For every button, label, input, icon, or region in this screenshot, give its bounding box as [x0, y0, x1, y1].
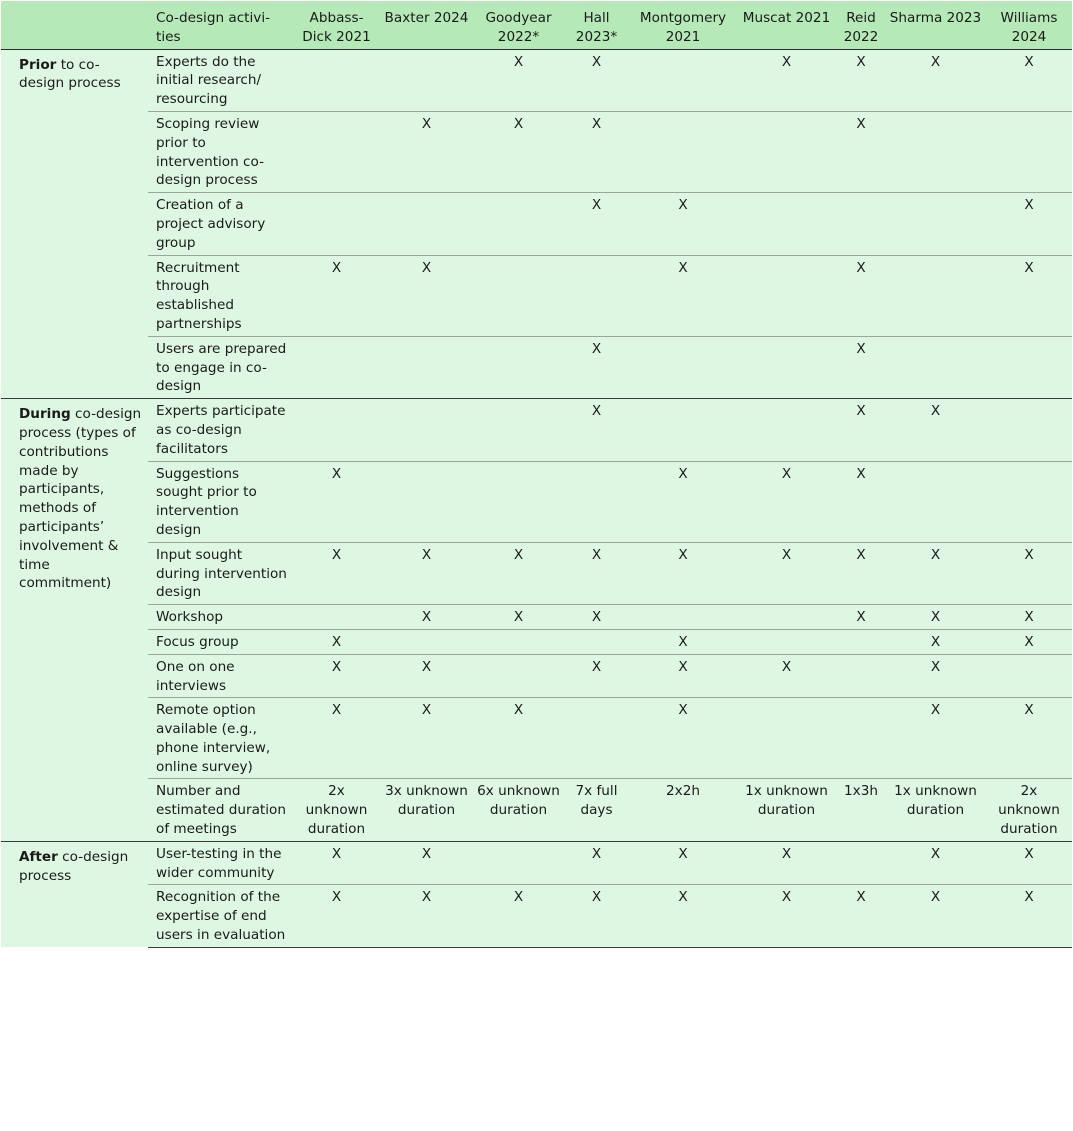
mark-cell: X: [736, 654, 837, 698]
group-label-bold: During: [19, 406, 71, 423]
mark-cell: [474, 461, 563, 542]
mark-cell: X: [837, 255, 885, 336]
header-study: Baxter 2024: [379, 1, 474, 49]
header-study: Abbass-Dick 2021: [294, 1, 379, 49]
mark-cell: X: [474, 111, 563, 192]
activity-cell: Recruitment through established partnerships: [148, 255, 294, 336]
mark-cell: 3x unknown duration: [379, 779, 474, 841]
header-study: Muscat 2021: [736, 1, 837, 49]
mark-cell: [294, 605, 379, 630]
mark-cell: [474, 841, 563, 885]
mark-cell: [379, 193, 474, 255]
mark-cell: 1x unknown duration: [885, 779, 986, 841]
mark-cell: X: [379, 841, 474, 885]
mark-cell: [474, 629, 563, 654]
mark-cell: X: [986, 255, 1072, 336]
mark-cell: [630, 111, 736, 192]
mark-cell: [736, 605, 837, 630]
mark-cell: X: [294, 461, 379, 542]
activity-cell: Suggestions sought prior to intervention design: [148, 461, 294, 542]
mark-cell: [474, 193, 563, 255]
mark-cell: [379, 336, 474, 398]
mark-cell: X: [294, 255, 379, 336]
mark-cell: X: [563, 542, 630, 604]
mark-cell: [630, 605, 736, 630]
activity-cell: Users are prepared to engage in co-design: [148, 336, 294, 398]
activity-cell: Number and estimated duration of meetings: [148, 779, 294, 841]
mark-cell: [837, 654, 885, 698]
mark-cell: [474, 255, 563, 336]
table-row: [1, 542, 1072, 604]
mark-cell: [736, 336, 837, 398]
table-row: [1, 336, 1072, 398]
mark-cell: X: [630, 461, 736, 542]
mark-cell: [837, 698, 885, 779]
mark-cell: [630, 49, 736, 111]
mark-cell: 7x full days: [563, 779, 630, 841]
mark-cell: X: [563, 193, 630, 255]
table-row: [1, 629, 1072, 654]
mark-cell: X: [563, 49, 630, 111]
mark-cell: X: [837, 336, 885, 398]
mark-cell: X: [379, 698, 474, 779]
mark-cell: X: [379, 542, 474, 604]
mark-cell: [885, 111, 986, 192]
mark-cell: [885, 193, 986, 255]
mark-cell: X: [294, 654, 379, 698]
mark-cell: [837, 193, 885, 255]
mark-cell: X: [837, 399, 885, 461]
activity-cell: Focus group: [148, 629, 294, 654]
mark-cell: X: [294, 542, 379, 604]
mark-cell: X: [885, 698, 986, 779]
mark-cell: [474, 336, 563, 398]
table-body: [1, 49, 1072, 947]
mark-cell: 1x unknown duration: [736, 779, 837, 841]
mark-cell: X: [563, 885, 630, 947]
mark-cell: [563, 461, 630, 542]
mark-cell: [885, 461, 986, 542]
header-row: [1, 1, 1072, 49]
group-label: [1, 841, 148, 947]
mark-cell: X: [563, 399, 630, 461]
header-study: Williams 2024: [986, 1, 1072, 49]
mark-cell: X: [736, 841, 837, 885]
mark-cell: X: [736, 542, 837, 604]
table-row: [1, 399, 1072, 461]
mark-cell: [837, 841, 885, 885]
mark-cell: X: [837, 885, 885, 947]
mark-cell: [294, 336, 379, 398]
mark-cell: X: [563, 654, 630, 698]
mark-cell: [379, 461, 474, 542]
header-study: Montgomery 2021: [630, 1, 736, 49]
mark-cell: X: [837, 605, 885, 630]
mark-cell: 2x unknown duration: [294, 779, 379, 841]
mark-cell: X: [885, 885, 986, 947]
mark-cell: [986, 461, 1072, 542]
mark-cell: X: [986, 193, 1072, 255]
table-row: [1, 605, 1072, 630]
mark-cell: X: [736, 461, 837, 542]
mark-cell: X: [563, 336, 630, 398]
group-label-rest: co-design process (types of contributions made by participants, methods of participants’ involvement & time commitment): [19, 406, 142, 592]
mark-cell: [736, 399, 837, 461]
mark-cell: [630, 399, 736, 461]
activity-cell: Creation of a project advisory group: [148, 193, 294, 255]
mark-cell: X: [294, 698, 379, 779]
mark-cell: [563, 698, 630, 779]
mark-cell: X: [986, 841, 1072, 885]
mark-cell: 2x2h: [630, 779, 736, 841]
mark-cell: [736, 629, 837, 654]
mark-cell: [474, 399, 563, 461]
table-row: [1, 193, 1072, 255]
mark-cell: X: [837, 111, 885, 192]
mark-cell: X: [630, 542, 736, 604]
table-row: [1, 779, 1072, 841]
mark-cell: X: [630, 885, 736, 947]
mark-cell: X: [885, 629, 986, 654]
mark-cell: X: [837, 542, 885, 604]
mark-cell: X: [379, 605, 474, 630]
mark-cell: [986, 399, 1072, 461]
mark-cell: X: [630, 255, 736, 336]
mark-cell: X: [736, 885, 837, 947]
group-label-rest: to co-design process: [19, 56, 121, 92]
mark-cell: 6x unknown duration: [474, 779, 563, 841]
mark-cell: [294, 399, 379, 461]
header-study: Hall 2023*: [563, 1, 630, 49]
mark-cell: X: [885, 654, 986, 698]
mark-cell: X: [630, 841, 736, 885]
table-row: [1, 654, 1072, 698]
mark-cell: X: [885, 542, 986, 604]
table-row: [1, 698, 1072, 779]
mark-cell: X: [986, 885, 1072, 947]
mark-cell: X: [986, 698, 1072, 779]
group-label-bold: Prior: [19, 56, 57, 73]
header-study: Sharma 2023: [885, 1, 986, 49]
mark-cell: [474, 654, 563, 698]
mark-cell: [294, 111, 379, 192]
mark-cell: X: [474, 542, 563, 604]
table-row: [1, 49, 1072, 111]
group-label-rest: co-design process: [19, 848, 129, 884]
mark-cell: X: [630, 654, 736, 698]
mark-cell: [986, 111, 1072, 192]
mark-cell: [294, 49, 379, 111]
group-label: [1, 399, 148, 842]
activity-cell: Workshop: [148, 605, 294, 630]
mark-cell: X: [379, 111, 474, 192]
group-label: [1, 49, 148, 399]
activity-cell: One on one interviews: [148, 654, 294, 698]
mark-cell: [986, 336, 1072, 398]
mark-cell: [379, 49, 474, 111]
activity-cell: Recognition of the expertise of end users in evaluation: [148, 885, 294, 947]
mark-cell: X: [885, 841, 986, 885]
mark-cell: X: [837, 461, 885, 542]
mark-cell: X: [474, 605, 563, 630]
codesign-activities-table: [1, 1, 1072, 948]
mark-cell: X: [294, 841, 379, 885]
mark-cell: X: [563, 111, 630, 192]
header-study: Goodyear 2022*: [474, 1, 563, 49]
mark-cell: 2x unknown duration: [986, 779, 1072, 841]
mark-cell: X: [294, 629, 379, 654]
mark-cell: [885, 336, 986, 398]
mark-cell: X: [630, 193, 736, 255]
mark-cell: X: [630, 698, 736, 779]
mark-cell: X: [630, 629, 736, 654]
mark-cell: X: [986, 49, 1072, 111]
mark-cell: [885, 255, 986, 336]
group-label-bold: After: [19, 848, 58, 865]
table-row: [1, 841, 1072, 885]
header-group-cell: [1, 1, 148, 49]
mark-cell: X: [885, 49, 986, 111]
mark-cell: X: [563, 605, 630, 630]
table-row: [1, 885, 1072, 947]
activity-cell: Scoping review prior to intervention co-design process: [148, 111, 294, 192]
header-study: Reid 2022: [837, 1, 885, 49]
mark-cell: [736, 255, 837, 336]
mark-cell: X: [885, 399, 986, 461]
mark-cell: X: [474, 885, 563, 947]
mark-cell: 1x3h: [837, 779, 885, 841]
table-row: [1, 255, 1072, 336]
table-row: [1, 111, 1072, 192]
mark-cell: X: [986, 629, 1072, 654]
mark-cell: [837, 629, 885, 654]
mark-cell: X: [294, 885, 379, 947]
mark-cell: [563, 629, 630, 654]
mark-cell: [986, 654, 1072, 698]
mark-cell: X: [474, 698, 563, 779]
mark-cell: X: [379, 885, 474, 947]
mark-cell: [294, 193, 379, 255]
activity-cell: Remote option available (e.g., phone interview, online survey): [148, 698, 294, 779]
header-activity: Co-design activi-ties: [148, 1, 294, 49]
mark-cell: [379, 399, 474, 461]
mark-cell: X: [885, 605, 986, 630]
mark-cell: X: [379, 255, 474, 336]
activity-cell: User-testing in the wider community: [148, 841, 294, 885]
mark-cell: [379, 629, 474, 654]
mark-cell: [630, 336, 736, 398]
mark-cell: X: [474, 49, 563, 111]
mark-cell: [736, 193, 837, 255]
mark-cell: X: [837, 49, 885, 111]
activity-cell: Experts participate as co-design facilitators: [148, 399, 294, 461]
mark-cell: [563, 255, 630, 336]
table-row: [1, 461, 1072, 542]
activity-cell: Experts do the initial research/ resourcing: [148, 49, 294, 111]
mark-cell: X: [986, 542, 1072, 604]
mark-cell: [736, 111, 837, 192]
mark-cell: X: [563, 841, 630, 885]
mark-cell: [736, 698, 837, 779]
mark-cell: X: [379, 654, 474, 698]
mark-cell: X: [986, 605, 1072, 630]
mark-cell: X: [736, 49, 837, 111]
activity-cell: Input sought during intervention design: [148, 542, 294, 604]
